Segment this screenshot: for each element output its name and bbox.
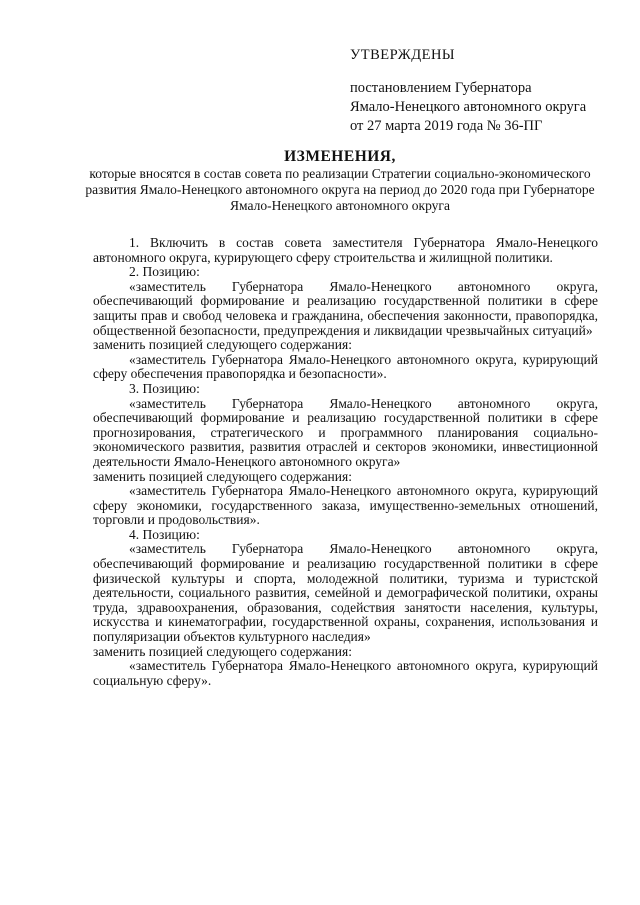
paragraph-2: 2. Позицию: xyxy=(129,264,200,280)
paragraph-7: «заместитель Губернатора Ямало-Ненецкого автономного округа, обеспечивающий формирование и реализацию государственной политики в сфере прогнозирования, стратегического и программного планирования социально-экономического развития, развития отраслей и секторов экономики, инвестиционной деятельности Ямало-Ненецкого автономного округа» xyxy=(93,395,598,469)
paragraph-3: «заместитель Губернатора Ямало-Ненецкого автономного округа, обеспечивающий формирование и реализацию государственной политики в сфере защиты прав и свобод человека и гражданина, обеспечения законности, правопорядка, общественной безопасности, предупреждения и ликвидации чрезвычайных ситуаций» xyxy=(93,278,598,338)
document-title: ИЗМЕНЕНИЯ, xyxy=(284,148,396,165)
document-subtitle: которые вносятся в состав совета по реализации Стратегии социально-экономического развития Ямало-Ненецкого автономного округа на период до 2020 года при Губернаторе Ямало-Ненецкого автономного округа xyxy=(85,166,595,213)
paragraph-9: «заместитель Губернатора Ямало-Ненецкого автономного округа, курирующий сферу экономики, государственного заказа, имущественно-земельных отношений, торговли и продовольствия». xyxy=(93,483,598,528)
paragraph-8: заменить позицией следующего содержания: xyxy=(93,468,352,484)
paragraph-5: «заместитель Губернатора Ямало-Ненецкого автономного округа, курирующий сферу обеспечения правопорядка и безопасности». xyxy=(93,351,598,382)
approval-line-1: постановлением Губернатора xyxy=(350,80,532,96)
paragraph-11: «заместитель Губернатора Ямало-Ненецкого автономного округа, обеспечивающий формирование и реализацию государственной политики в сфере физической культуры и спорта, молодежной политики, туризма и туристской деятельности, социального развития, семейной и демографической политики, охраны труда, здравоохранения, образования, содействия занятости населения, культуры, искусства и кинематографии, государственной охраны, сохранения, использования и популяризации объектов культурного наследия» xyxy=(93,541,598,645)
paragraph-12: заменить позицией следующего содержания: xyxy=(93,643,352,659)
paragraph-6: 3. Позицию: xyxy=(129,380,200,396)
paragraph-13: «заместитель Губернатора Ямало-Ненецкого автономного округа, курирующий социальную сферу». xyxy=(93,658,598,688)
document-heading xyxy=(80,148,600,214)
paragraph-1: 1. Включить в состав совета заместителя Губернатора Ямало-Ненецкого автономного округа, курирующего сферу строительства и жилищной политики. xyxy=(93,235,598,265)
approval-title: УТВЕРЖДЕНЫ xyxy=(350,47,456,63)
document-body xyxy=(93,236,598,688)
approval-block xyxy=(350,46,610,136)
paragraph-4: заменить позицией следующего содержания: xyxy=(93,337,352,353)
approval-line-3: от 27 марта 2019 года № 36-ПГ xyxy=(350,118,543,134)
approval-line-2: Ямало-Ненецкого автономного округа xyxy=(350,99,587,115)
paragraph-10: 4. Позицию: xyxy=(129,526,200,542)
